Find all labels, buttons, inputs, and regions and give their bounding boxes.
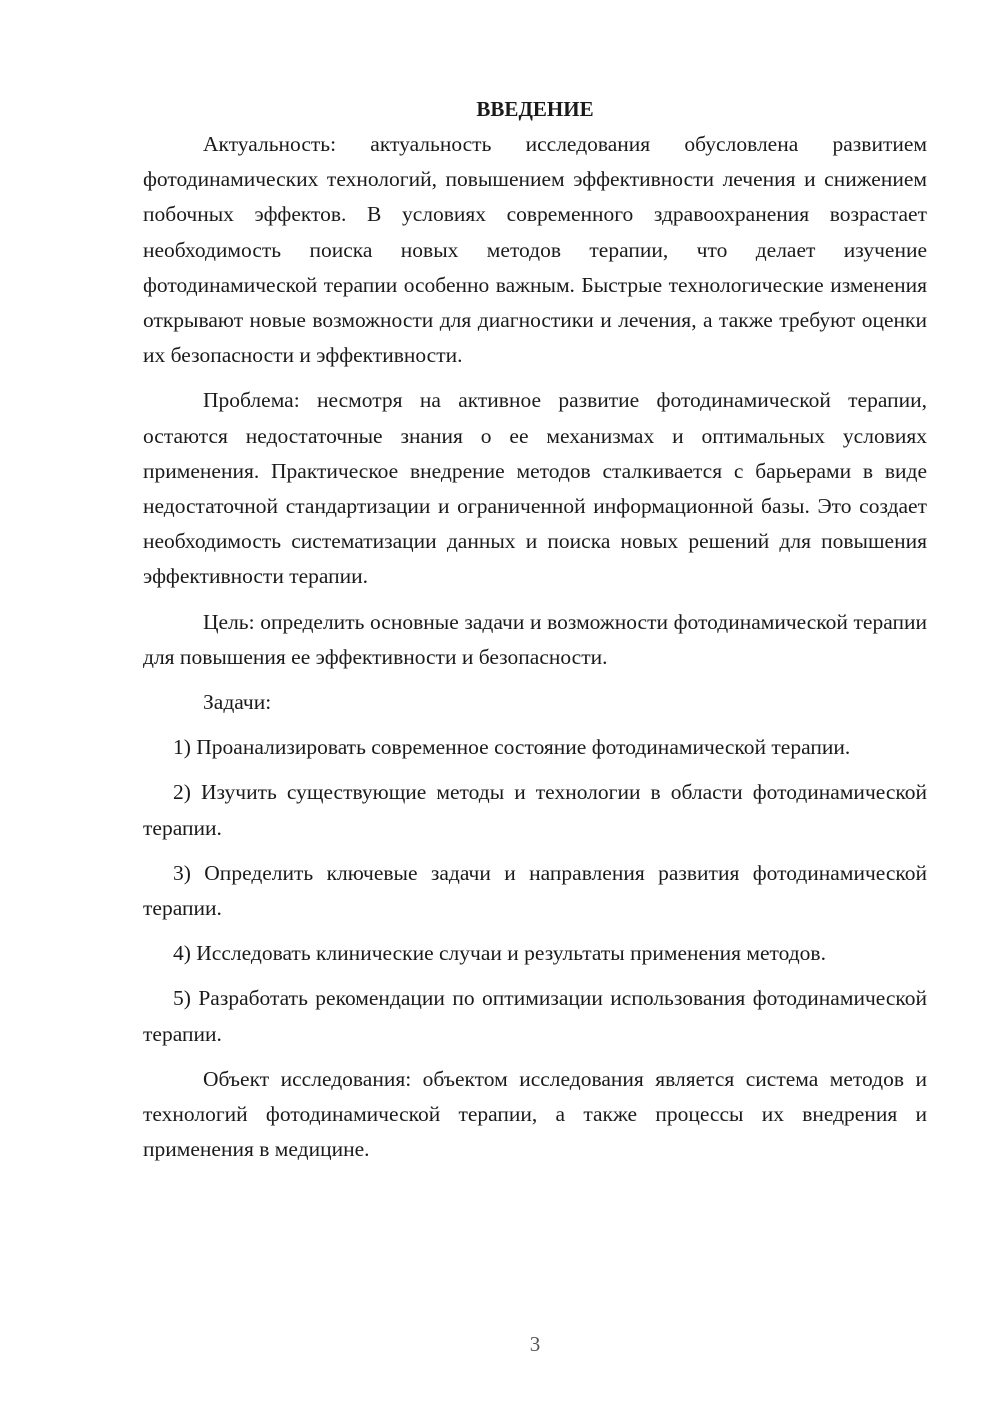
page-title: ВВЕДЕНИЕ (476, 97, 594, 121)
paragraph-object: Объект исследования: объектом исследования является система методов и технологий фотодинамической терапии, а также процессы их внедрения и применения в медицине. (143, 1066, 927, 1162)
tasks-heading: Задачи: (203, 690, 272, 715)
document-page (143, 92, 927, 1177)
task-item-2: 2) Изучить существующие методы и технологии в области фотодинамической терапии. (143, 780, 927, 840)
paragraph-goal: Цель: определить основные задачи и возможности фотодинамической терапии для повышения ее эффективности и безопасности. (143, 609, 927, 669)
task-item-3: 3) Определить ключевые задачи и направления развития фотодинамической терапии. (143, 860, 927, 921)
paragraph-problem: Проблема: несмотря на активное развитие фотодинамической терапии, остаются недостаточные знания о ее механизмах и оптимальных условиях применения. Практическое внедрение методов сталкивается с барьерами в виде недостаточной стандартизации и ограниченной информационной базы. Это создает необходимость систематизации данных и поиска новых решений для повышения эффективности терапии. (143, 388, 927, 589)
page-number: 3 (529, 1332, 541, 1356)
paragraph-relevance: Актуальность: актуальность исследования обусловлена развитием фотодинамических технологий, повышением эффективности лечения и снижением побочных эффектов. В условиях современного здравоохранения возрастает необходимость поиска новых методов терапии, что делает изучение фотодинамической терапии особенно важным. Быстрые технологические изменения открывают новые возможности для диагностики и лечения, а также требуют оценки их безопасности и эффективности. (143, 132, 927, 368)
task-item-4: 4) Исследовать клинические случаи и результаты применения методов. (173, 941, 826, 966)
task-item-5: 5) Разработать рекомендации по оптимизации использования фотодинамической терапии. (143, 986, 927, 1046)
task-item-1: 1) Проанализировать современное состояние фотодинамической терапии. (173, 735, 851, 760)
